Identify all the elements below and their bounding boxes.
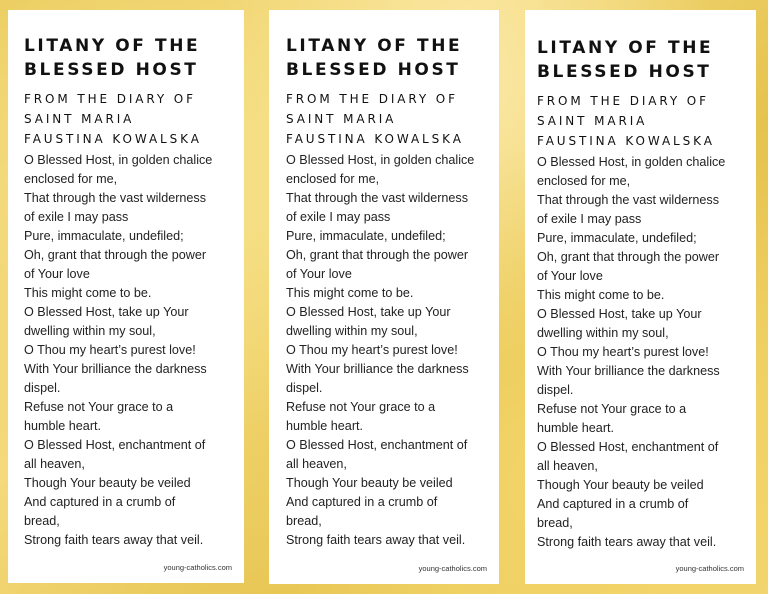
title-line-1: LITANY OF THE: [286, 36, 463, 56]
litany-line: Refuse not Your grace to a: [537, 402, 687, 416]
litany-line: of exile I may pass: [24, 210, 129, 224]
litany-line: Though Your beauty be veiled: [24, 476, 191, 490]
litany-line: And captured in a crumb of: [286, 495, 438, 509]
card-subtitle: [286, 89, 491, 149]
card-title: [286, 34, 491, 82]
litany-text: [286, 151, 491, 550]
litany-line: humble heart.: [537, 421, 615, 435]
litany-line: With Your brilliance the darkness: [537, 364, 720, 378]
litany-line: O Thou my heart’s purest love!: [24, 343, 196, 357]
litany-line: of Your love: [537, 269, 603, 283]
litany-line: Strong faith tears away that veil.: [24, 533, 204, 547]
bookmark-card-1: [8, 10, 244, 583]
litany-line: bread,: [24, 514, 60, 528]
bookmark-card-2: [269, 10, 499, 584]
litany-line: O Blessed Host, in golden chalice: [286, 153, 475, 167]
litany-line: Strong faith tears away that veil.: [537, 535, 717, 549]
litany-line: Pure, immaculate, undefiled;: [537, 231, 697, 245]
litany-line: Oh, grant that through the power: [24, 248, 207, 262]
litany-line: enclosed for me,: [286, 172, 380, 186]
litany-line: O Blessed Host, enchantment of: [286, 438, 468, 452]
title-line-1: LITANY OF THE: [24, 36, 201, 56]
litany-line: Oh, grant that through the power: [286, 248, 469, 262]
litany-line: Though Your beauty be veiled: [286, 476, 453, 490]
litany-line: Strong faith tears away that veil.: [286, 533, 466, 547]
litany-line: humble heart.: [24, 419, 102, 433]
litany-line: O Blessed Host, enchantment of: [537, 440, 719, 454]
litany-line: bread,: [537, 516, 573, 530]
subtitle-line-3: FAUSTINA KOWALSKA: [24, 132, 202, 146]
litany-line: That through the vast wilderness: [537, 193, 720, 207]
litany-line: dwelling within my soul,: [537, 326, 669, 340]
litany-line: all heaven,: [286, 457, 347, 471]
litany-line: Pure, immaculate, undefiled;: [24, 229, 184, 243]
card-subtitle: [537, 91, 748, 151]
litany-line: O Thou my heart’s purest love!: [286, 343, 458, 357]
litany-line: Pure, immaculate, undefiled;: [286, 229, 446, 243]
litany-line: This might come to be.: [286, 286, 414, 300]
title-line-1: LITANY OF THE: [537, 38, 714, 58]
card-footer: young-catholics.com: [163, 563, 232, 572]
litany-line: bread,: [286, 514, 322, 528]
litany-line: O Blessed Host, in golden chalice: [537, 155, 726, 169]
subtitle-line-3: FAUSTINA KOWALSKA: [537, 134, 715, 148]
title-line-2: BLESSED HOST: [286, 60, 461, 80]
litany-line: dwelling within my soul,: [24, 324, 156, 338]
litany-text: [537, 153, 748, 552]
subtitle-line-1: FROM THE DIARY OF: [24, 92, 196, 106]
litany-line: This might come to be.: [537, 288, 665, 302]
litany-line: of exile I may pass: [537, 212, 642, 226]
litany-line: Oh, grant that through the power: [537, 250, 720, 264]
litany-line: Refuse not Your grace to a: [24, 400, 174, 414]
title-line-2: BLESSED HOST: [537, 62, 712, 82]
litany-line: O Blessed Host, take up Your: [24, 305, 189, 319]
litany-line: This might come to be.: [24, 286, 152, 300]
litany-line: That through the vast wilderness: [286, 191, 469, 205]
litany-line: dwelling within my soul,: [286, 324, 418, 338]
litany-line: O Blessed Host, enchantment of: [24, 438, 206, 452]
litany-line: And captured in a crumb of: [24, 495, 176, 509]
litany-line: O Thou my heart’s purest love!: [537, 345, 709, 359]
title-line-2: BLESSED HOST: [24, 60, 199, 80]
litany-line: With Your brilliance the darkness: [286, 362, 469, 376]
litany-text: [24, 151, 236, 550]
litany-line: dispel.: [537, 383, 574, 397]
card-footer: young-catholics.com: [675, 564, 744, 573]
litany-line: Though Your beauty be veiled: [537, 478, 704, 492]
litany-line: O Blessed Host, take up Your: [286, 305, 451, 319]
litany-line: of Your love: [24, 267, 90, 281]
litany-line: Refuse not Your grace to a: [286, 400, 436, 414]
litany-line: dispel.: [24, 381, 61, 395]
litany-line: humble heart.: [286, 419, 364, 433]
card-subtitle: [24, 89, 236, 149]
litany-line: And captured in a crumb of: [537, 497, 689, 511]
bookmark-card-3: [525, 10, 756, 584]
litany-line: enclosed for me,: [24, 172, 118, 186]
subtitle-line-1: FROM THE DIARY OF: [537, 94, 709, 108]
card-footer: young-catholics.com: [418, 564, 487, 573]
card-title: [537, 36, 748, 84]
litany-line: of Your love: [286, 267, 352, 281]
litany-line: O Blessed Host, take up Your: [537, 307, 702, 321]
litany-line: all heaven,: [537, 459, 598, 473]
subtitle-line-2: SAINT MARIA: [286, 112, 397, 126]
subtitle-line-3: FAUSTINA KOWALSKA: [286, 132, 464, 146]
card-title: [24, 34, 236, 82]
litany-line: That through the vast wilderness: [24, 191, 207, 205]
subtitle-line-2: SAINT MARIA: [24, 112, 135, 126]
litany-line: all heaven,: [24, 457, 85, 471]
subtitle-line-2: SAINT MARIA: [537, 114, 648, 128]
litany-line: O Blessed Host, in golden chalice: [24, 153, 213, 167]
litany-line: With Your brilliance the darkness: [24, 362, 207, 376]
litany-line: of exile I may pass: [286, 210, 391, 224]
litany-line: enclosed for me,: [537, 174, 631, 188]
litany-line: dispel.: [286, 381, 323, 395]
subtitle-line-1: FROM THE DIARY OF: [286, 92, 458, 106]
